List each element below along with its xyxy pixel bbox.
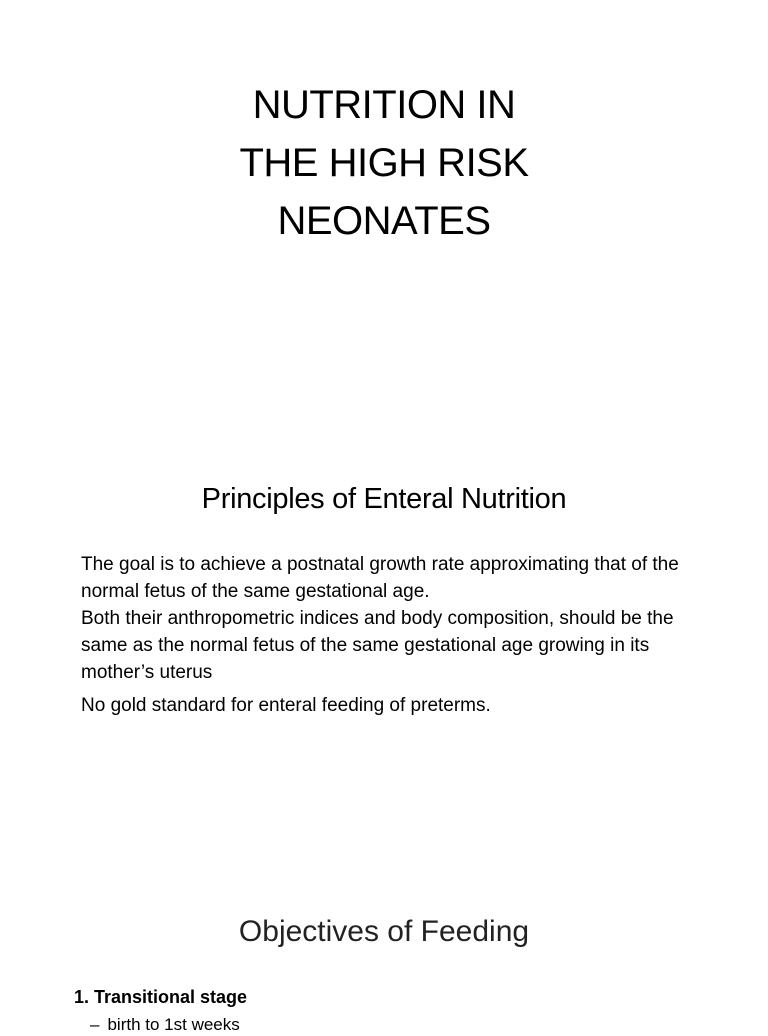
objective-item-sub-text: birth to 1st weeks bbox=[107, 1015, 240, 1034]
objective-item-subitem bbox=[90, 1014, 240, 1036]
principles-paragraph-goal: The goal is to achieve a postnatal growth rate approximating that of the normal fetus of the same gestational age. bbox=[81, 554, 679, 602]
principles-body bbox=[81, 551, 721, 719]
page-title bbox=[0, 76, 768, 250]
principles-heading: Principles of Enteral Nutrition bbox=[201, 483, 567, 515]
objective-item-label: 1. Transitional stage bbox=[74, 987, 248, 1007]
objectives-heading: Objectives of Feeding bbox=[238, 915, 530, 948]
bullet-icon: – bbox=[90, 1015, 100, 1034]
principles-paragraph-gold-standard: No gold standard for enteral feeding of preterms. bbox=[81, 695, 491, 716]
principles-paragraph-indices: Both their anthropometric indices and body composition, should be the same as the normal fetus of the same gestational age growing in its mother’s uterus bbox=[81, 608, 674, 683]
title-line-3: NEONATES bbox=[277, 199, 491, 243]
title-line-2: THE HIGH RISK bbox=[239, 141, 529, 185]
title-line-1: NUTRITION IN bbox=[252, 83, 516, 127]
